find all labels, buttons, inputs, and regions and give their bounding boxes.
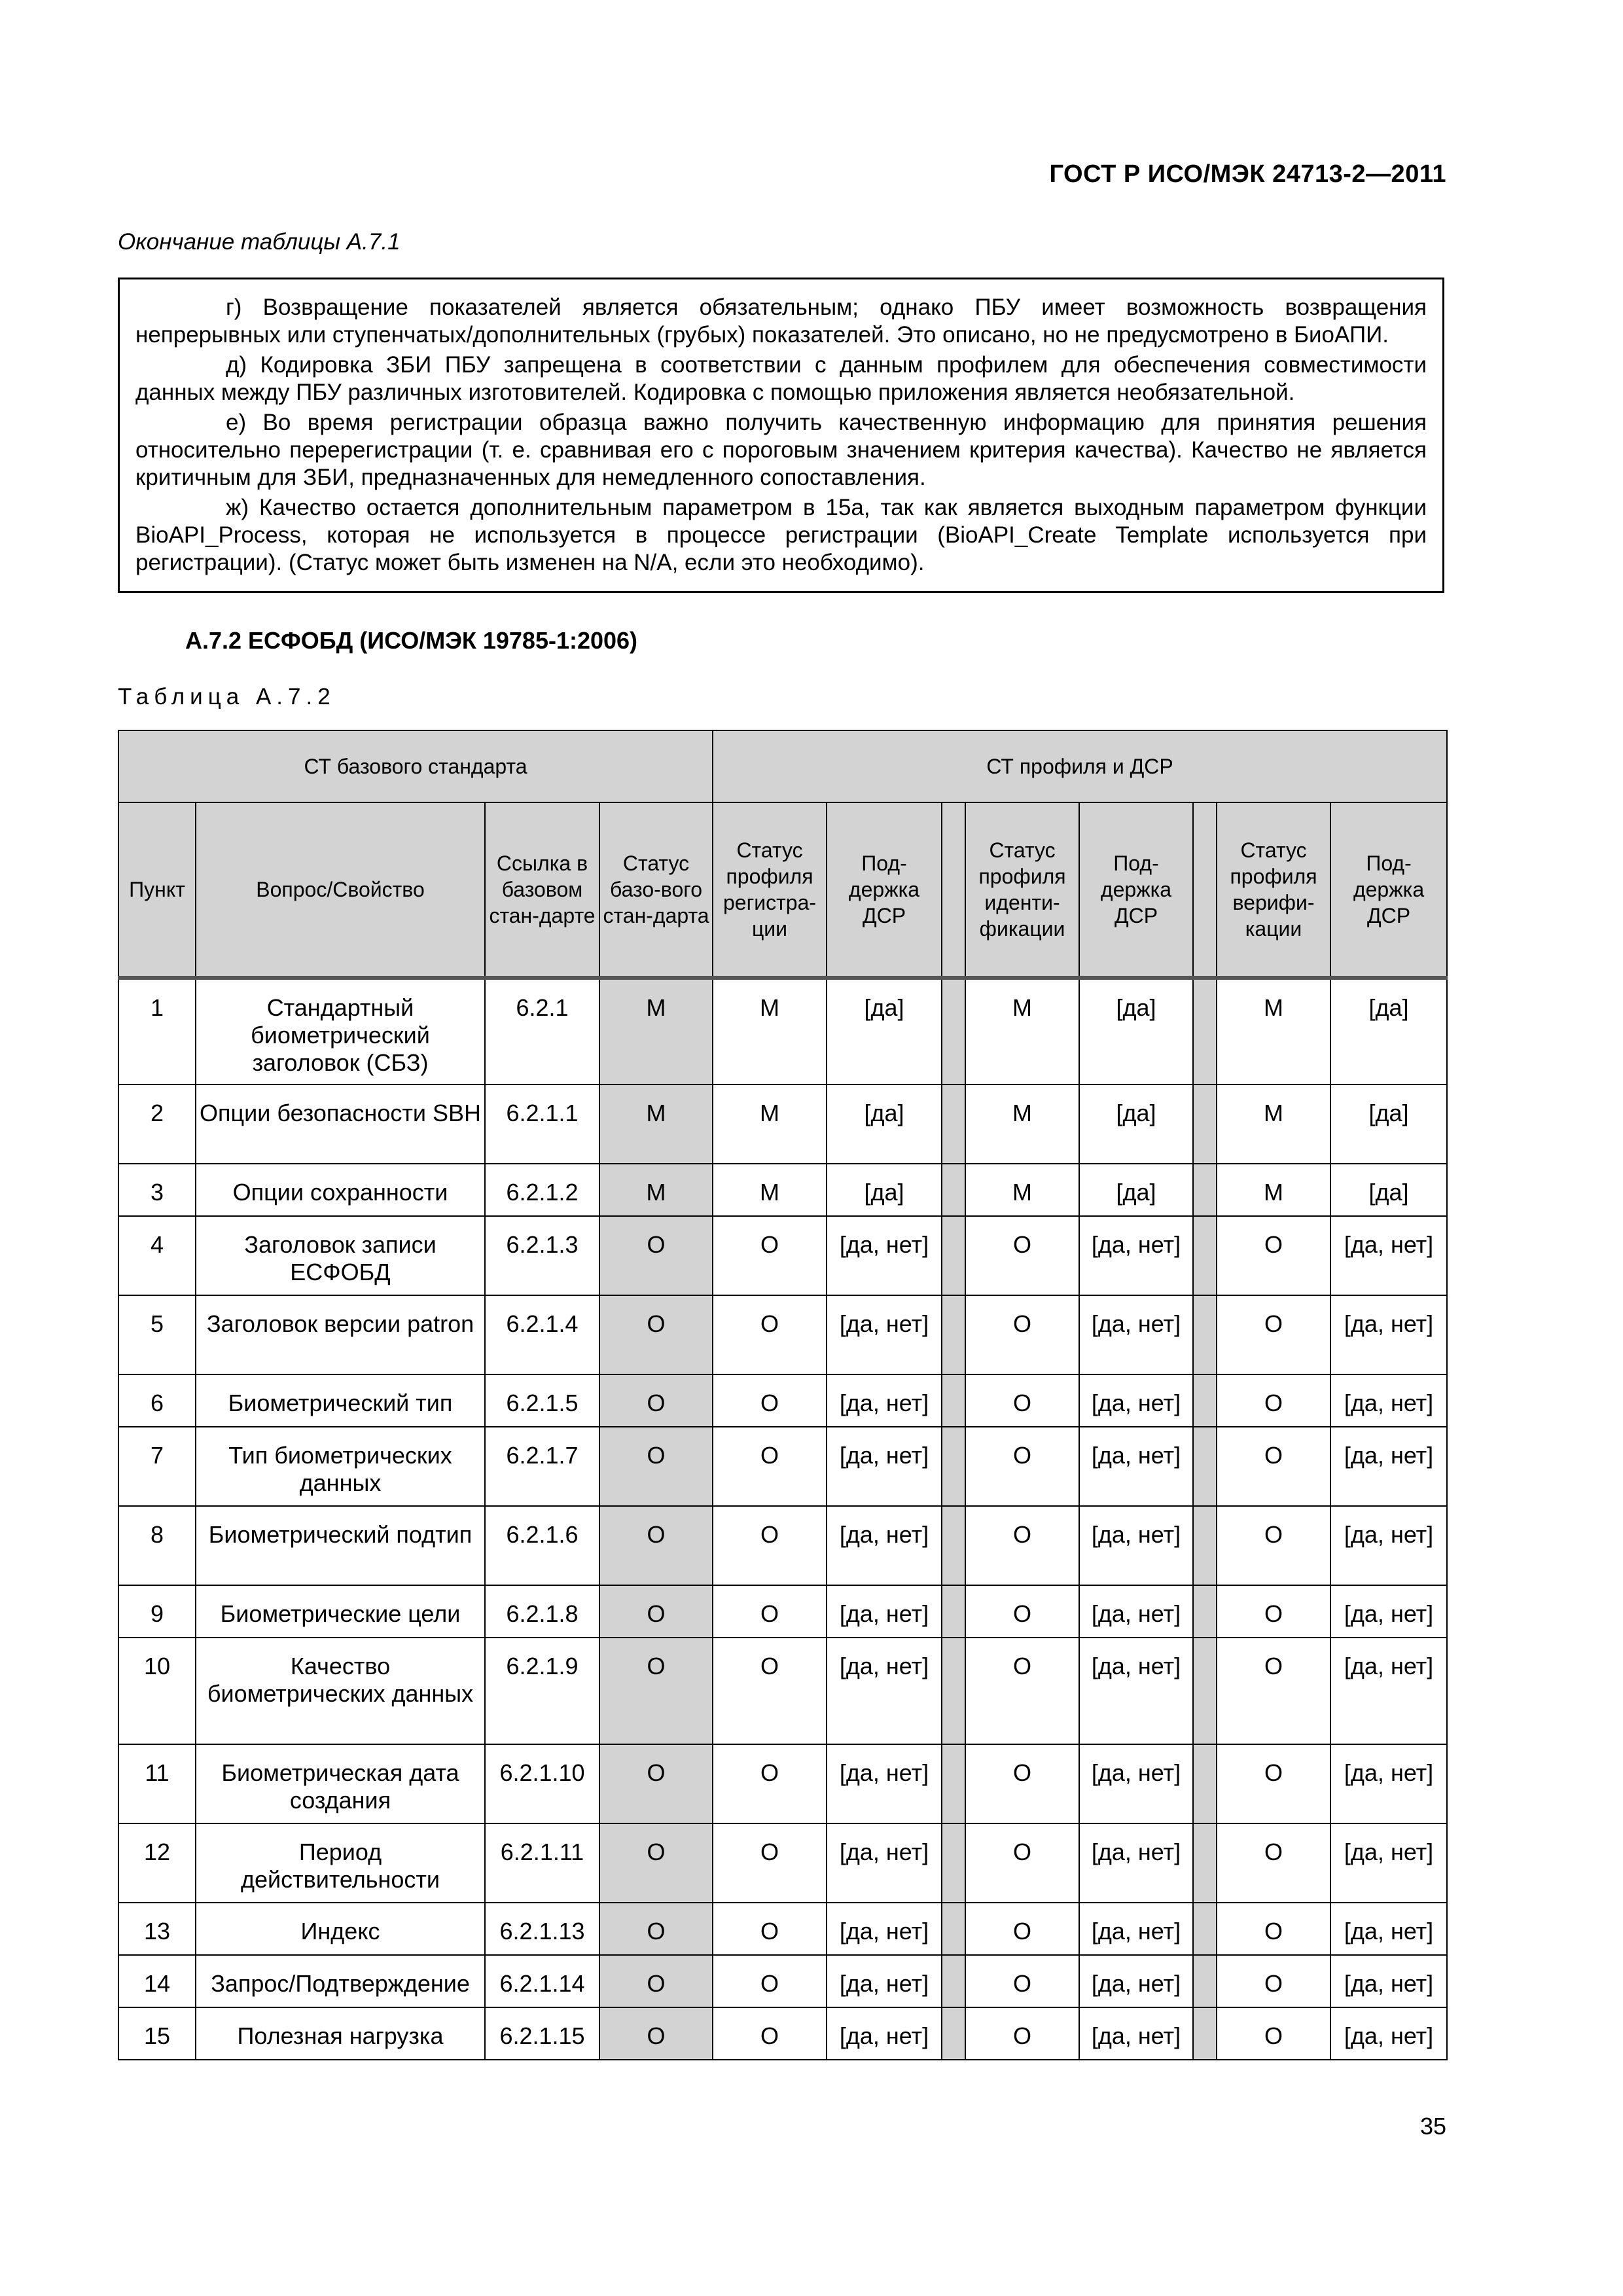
spacer-cell — [1193, 1955, 1217, 2007]
id-support-cell: [да, нет] — [1079, 1585, 1193, 1638]
reg-support-cell: [да, нет] — [827, 1823, 942, 1903]
spacer-cell — [1193, 1164, 1217, 1216]
ver-support-cell: [да] — [1330, 1085, 1447, 1164]
ref-cell: 6.2.1 — [485, 978, 599, 1085]
table-row — [118, 1085, 1447, 1164]
question-cell: Опции безопасности SBH — [196, 1085, 485, 1164]
ver-support-cell: [да, нет] — [1330, 1506, 1447, 1585]
reg-status-cell: О — [713, 1903, 827, 1955]
spacer-cell — [942, 1506, 965, 1585]
col-header-id-support: Под-держка ДСР — [1079, 802, 1193, 978]
col-spacer — [942, 802, 965, 978]
id-status-cell: О — [965, 1216, 1079, 1295]
col-header-ver-support: Под-держка ДСР — [1330, 802, 1447, 978]
spacer-cell — [942, 1585, 965, 1638]
id-status-cell: О — [965, 1427, 1079, 1506]
ver-support-cell: [да, нет] — [1330, 1955, 1447, 2007]
section-heading: А.7.2 ЕСФОБД (ИСО/МЭК 19785-1:2006) — [185, 627, 638, 654]
table-row — [118, 1585, 1447, 1638]
reg-support-cell: [да, нет] — [827, 1427, 942, 1506]
spacer-cell — [942, 978, 965, 1085]
item-cell: 8 — [118, 1506, 196, 1585]
table-body — [118, 978, 1447, 2060]
note-e: е) Во время регистрации образца важно получить качественную информацию для принятия решения относительно перерегистрации (т. е. сравнивая его с пороговым значением критерия качества). Качество не является критичным для ЗБИ, предназначенных для немедленного сопоставления. — [135, 410, 1427, 490]
col-spacer — [1193, 802, 1217, 978]
ref-cell: 6.2.1.1 — [485, 1085, 599, 1164]
reg-status-cell: О — [713, 2007, 827, 2060]
col-header-base-status: Статус базо-вого стан-дарта — [599, 802, 713, 978]
table-row — [118, 2007, 1447, 2060]
question-cell: Биометрический тип — [196, 1374, 485, 1427]
table-row — [118, 1744, 1447, 1823]
id-status-cell: О — [965, 1374, 1079, 1427]
id-support-cell: [да, нет] — [1079, 1744, 1193, 1823]
ver-support-cell: [да, нет] — [1330, 1823, 1447, 1903]
profile-table — [118, 730, 1448, 2060]
ref-cell: 6.2.1.10 — [485, 1744, 599, 1823]
spacer-cell — [942, 1823, 965, 1903]
table-row — [118, 1823, 1447, 1903]
col-header-id-status: Статус профиля иденти-фикации — [965, 802, 1079, 978]
question-cell: Индекс — [196, 1903, 485, 1955]
question-cell: Биометрический подтип — [196, 1506, 485, 1585]
question-cell: Качество биометрических данных — [196, 1638, 485, 1744]
spacer-cell — [1193, 2007, 1217, 2060]
document-code: ГОСТ Р ИСО/МЭК 24713-2—2011 — [1049, 160, 1446, 188]
base-status-cell: О — [599, 1216, 713, 1295]
base-status-cell: О — [599, 1427, 713, 1506]
col-header-ver-status: Статус профиля верифи-кации — [1217, 802, 1330, 978]
col-header-reg-support: Под-держка ДСР — [827, 802, 942, 978]
id-support-cell: [да, нет] — [1079, 1506, 1193, 1585]
item-cell: 10 — [118, 1638, 196, 1744]
spacer-cell — [1193, 1823, 1217, 1903]
note-d: д) Кодировка ЗБИ ПБУ запрещена в соответствии с данным профилем для обеспечения совместимости данных между ПБУ различных изготовителей. Кодировка с помощью приложения является необязательной. — [135, 352, 1427, 405]
item-cell: 15 — [118, 2007, 196, 2060]
id-status-cell: О — [965, 1638, 1079, 1744]
spacer-cell — [1193, 1374, 1217, 1427]
reg-support-cell: [да] — [827, 1164, 942, 1216]
spacer-cell — [942, 1085, 965, 1164]
reg-support-cell: [да, нет] — [827, 1374, 942, 1427]
ver-support-cell: [да, нет] — [1330, 1585, 1447, 1638]
page-number: 35 — [1419, 2113, 1446, 2140]
spacer-cell — [942, 1903, 965, 1955]
reg-status-cell: О — [713, 1585, 827, 1638]
reg-support-cell: [да, нет] — [827, 1744, 942, 1823]
question-cell: Полезная нагрузка — [196, 2007, 485, 2060]
ver-support-cell: [да] — [1330, 1164, 1447, 1216]
id-status-cell: О — [965, 1903, 1079, 1955]
reg-status-cell: М — [713, 1085, 827, 1164]
table-row — [118, 1506, 1447, 1585]
spacer-cell — [1193, 1295, 1217, 1374]
id-support-cell: [да, нет] — [1079, 1903, 1193, 1955]
ver-status-cell: О — [1217, 2007, 1330, 2060]
reg-status-cell: О — [713, 1374, 827, 1427]
base-status-cell: О — [599, 1744, 713, 1823]
id-status-cell: О — [965, 2007, 1079, 2060]
spacer-cell — [942, 1638, 965, 1744]
col-header-reg-status: Статус профиля регистра-ции — [713, 802, 827, 978]
item-cell: 3 — [118, 1164, 196, 1216]
table-row — [118, 978, 1447, 1085]
spacer-cell — [1193, 1903, 1217, 1955]
ref-cell: 6.2.1.9 — [485, 1638, 599, 1744]
ver-support-cell: [да, нет] — [1330, 1744, 1447, 1823]
reg-status-cell: О — [713, 1216, 827, 1295]
item-cell: 7 — [118, 1427, 196, 1506]
reg-status-cell: О — [713, 1506, 827, 1585]
ver-status-cell: О — [1217, 1744, 1330, 1823]
reg-support-cell: [да, нет] — [827, 1506, 942, 1585]
ver-status-cell: О — [1217, 1506, 1330, 1585]
ver-status-cell: О — [1217, 1638, 1330, 1744]
id-support-cell: [да, нет] — [1079, 1638, 1193, 1744]
reg-status-cell: О — [713, 1295, 827, 1374]
question-cell: Тип биометрических данных — [196, 1427, 485, 1506]
id-status-cell: О — [965, 1585, 1079, 1638]
spacer-cell — [942, 1164, 965, 1216]
item-cell: 1 — [118, 978, 196, 1085]
base-status-cell: О — [599, 1506, 713, 1585]
reg-support-cell: [да, нет] — [827, 1903, 942, 1955]
id-status-cell: М — [965, 978, 1079, 1085]
ver-support-cell: [да, нет] — [1330, 1374, 1447, 1427]
ref-cell: 6.2.1.14 — [485, 1955, 599, 2007]
id-status-cell: О — [965, 1955, 1079, 2007]
item-cell: 11 — [118, 1744, 196, 1823]
ver-support-cell: [да, нет] — [1330, 1427, 1447, 1506]
spacer-cell — [942, 1216, 965, 1295]
spacer-cell — [1193, 1427, 1217, 1506]
reg-support-cell: [да, нет] — [827, 1216, 942, 1295]
id-support-cell: [да, нет] — [1079, 1295, 1193, 1374]
reg-support-cell: [да] — [827, 978, 942, 1085]
group-header-base: СТ базового стандарта — [118, 730, 713, 802]
question-cell: Заголовок записи ЕСФОБД — [196, 1216, 485, 1295]
item-cell: 2 — [118, 1085, 196, 1164]
spacer-cell — [942, 1374, 965, 1427]
group-header-profile: СТ профиля и ДСР — [713, 730, 1447, 802]
id-status-cell: О — [965, 1506, 1079, 1585]
col-header-question: Вопрос/Свойство — [196, 802, 485, 978]
table-caption: Таблица А.7.2 — [118, 684, 336, 709]
ref-cell: 6.2.1.5 — [485, 1374, 599, 1427]
question-cell: Период действительности — [196, 1823, 485, 1903]
ref-cell: 6.2.1.6 — [485, 1506, 599, 1585]
spacer-cell — [942, 2007, 965, 2060]
reg-support-cell: [да, нет] — [827, 1638, 942, 1744]
spacer-cell — [1193, 1506, 1217, 1585]
item-cell: 13 — [118, 1903, 196, 1955]
table-row — [118, 1164, 1447, 1216]
ref-cell: 6.2.1.7 — [485, 1427, 599, 1506]
id-support-cell: [да, нет] — [1079, 2007, 1193, 2060]
ref-cell: 6.2.1.15 — [485, 2007, 599, 2060]
base-status-cell: О — [599, 1374, 713, 1427]
question-cell: Стандартный биометрический заголовок (СБЗ) — [196, 978, 485, 1085]
ver-support-cell: [да, нет] — [1330, 2007, 1447, 2060]
reg-status-cell: О — [713, 1955, 827, 2007]
base-status-cell: М — [599, 978, 713, 1085]
ver-status-cell: О — [1217, 1955, 1330, 2007]
table-row — [118, 1903, 1447, 1955]
spacer-cell — [942, 1744, 965, 1823]
reg-support-cell: [да] — [827, 1085, 942, 1164]
spacer-cell — [942, 1955, 965, 2007]
reg-status-cell: О — [713, 1638, 827, 1744]
table-row — [118, 1216, 1447, 1295]
id-support-cell: [да, нет] — [1079, 1216, 1193, 1295]
ref-cell: 6.2.1.11 — [485, 1823, 599, 1903]
ver-status-cell: М — [1217, 978, 1330, 1085]
item-cell: 4 — [118, 1216, 196, 1295]
id-status-cell: М — [965, 1085, 1079, 1164]
reg-status-cell: М — [713, 978, 827, 1085]
id-support-cell: [да] — [1079, 1085, 1193, 1164]
ver-support-cell: [да, нет] — [1330, 1903, 1447, 1955]
table-group-header-row — [118, 730, 1447, 802]
ref-cell: 6.2.1.8 — [485, 1585, 599, 1638]
base-status-cell: О — [599, 1955, 713, 2007]
question-cell: Запрос/Подтверждение — [196, 1955, 485, 2007]
id-support-cell: [да] — [1079, 1164, 1193, 1216]
item-cell: 14 — [118, 1955, 196, 2007]
note-g: г) Возвращение показателей является обязательным; однако ПБУ имеет возможность возвращения непрерывных или ступенчатых/дополнительных (грубых) показателей. Это описано, но не предусмотрено в БиоАПИ. — [135, 295, 1427, 348]
ver-support-cell: [да, нет] — [1330, 1295, 1447, 1374]
base-status-cell: М — [599, 1085, 713, 1164]
base-status-cell: О — [599, 1638, 713, 1744]
reg-status-cell: О — [713, 1823, 827, 1903]
spacer-cell — [1193, 1585, 1217, 1638]
item-cell: 9 — [118, 1585, 196, 1638]
id-status-cell: О — [965, 1295, 1079, 1374]
spacer-cell — [942, 1295, 965, 1374]
base-status-cell: О — [599, 1585, 713, 1638]
ver-status-cell: О — [1217, 1903, 1330, 1955]
spacer-cell — [1193, 1744, 1217, 1823]
id-support-cell: [да, нет] — [1079, 1823, 1193, 1903]
note-zh: ж) Качество остается дополнительным параметром в 15а, так как является выходным параметром функции BioAPI_Process, которая не используется в процессе регистрации (BioAPI_Create Template используется при регистрации). (Статус может быть изменен на N/A, если это необходимо). — [135, 495, 1427, 575]
ver-status-cell: О — [1217, 1216, 1330, 1295]
reg-status-cell: О — [713, 1427, 827, 1506]
table-row — [118, 1638, 1447, 1744]
notes-box — [118, 278, 1444, 593]
base-status-cell: О — [599, 1295, 713, 1374]
reg-support-cell: [да, нет] — [827, 2007, 942, 2060]
id-status-cell: О — [965, 1744, 1079, 1823]
base-status-cell: О — [599, 1903, 713, 1955]
ref-cell: 6.2.1.13 — [485, 1903, 599, 1955]
ver-status-cell: М — [1217, 1164, 1330, 1216]
item-cell: 12 — [118, 1823, 196, 1903]
spacer-cell — [942, 1427, 965, 1506]
question-cell: Биометрическая дата создания — [196, 1744, 485, 1823]
reg-support-cell: [да, нет] — [827, 1585, 942, 1638]
spacer-cell — [1193, 1216, 1217, 1295]
reg-support-cell: [да, нет] — [827, 1955, 942, 2007]
ver-status-cell: О — [1217, 1295, 1330, 1374]
ver-support-cell: [да, нет] — [1330, 1638, 1447, 1744]
ref-cell: 6.2.1.2 — [485, 1164, 599, 1216]
spacer-cell — [1193, 978, 1217, 1085]
id-status-cell: М — [965, 1164, 1079, 1216]
ver-status-cell: О — [1217, 1374, 1330, 1427]
reg-support-cell: [да, нет] — [827, 1295, 942, 1374]
ref-cell: 6.2.1.3 — [485, 1216, 599, 1295]
spacer-cell — [1193, 1085, 1217, 1164]
ver-status-cell: О — [1217, 1585, 1330, 1638]
base-status-cell: О — [599, 2007, 713, 2060]
table-row — [118, 1295, 1447, 1374]
base-status-cell: М — [599, 1164, 713, 1216]
id-support-cell: [да, нет] — [1079, 1374, 1193, 1427]
ref-cell: 6.2.1.4 — [485, 1295, 599, 1374]
ver-support-cell: [да, нет] — [1330, 1216, 1447, 1295]
question-cell: Биометрические цели — [196, 1585, 485, 1638]
base-status-cell: О — [599, 1823, 713, 1903]
question-cell: Заголовок версии patron — [196, 1295, 485, 1374]
table-row — [118, 1374, 1447, 1427]
ver-support-cell: [да] — [1330, 978, 1447, 1085]
ver-status-cell: О — [1217, 1427, 1330, 1506]
ver-status-cell: О — [1217, 1823, 1330, 1903]
id-status-cell: О — [965, 1823, 1079, 1903]
id-support-cell: [да, нет] — [1079, 1955, 1193, 2007]
item-cell: 5 — [118, 1295, 196, 1374]
id-support-cell: [да, нет] — [1079, 1427, 1193, 1506]
ver-status-cell: М — [1217, 1085, 1330, 1164]
reg-status-cell: М — [713, 1164, 827, 1216]
col-header-item: Пункт — [118, 802, 196, 978]
spacer-cell — [1193, 1638, 1217, 1744]
id-support-cell: [да] — [1079, 978, 1193, 1085]
table-column-header-row — [118, 802, 1447, 978]
table-row — [118, 1955, 1447, 2007]
table-row — [118, 1427, 1447, 1506]
col-header-ref: Ссылка в базовом стан-дарте — [485, 802, 599, 978]
continuation-caption: Окончание таблицы А.7.1 — [118, 229, 401, 255]
reg-status-cell: О — [713, 1744, 827, 1823]
question-cell: Опции сохранности — [196, 1164, 485, 1216]
item-cell: 6 — [118, 1374, 196, 1427]
